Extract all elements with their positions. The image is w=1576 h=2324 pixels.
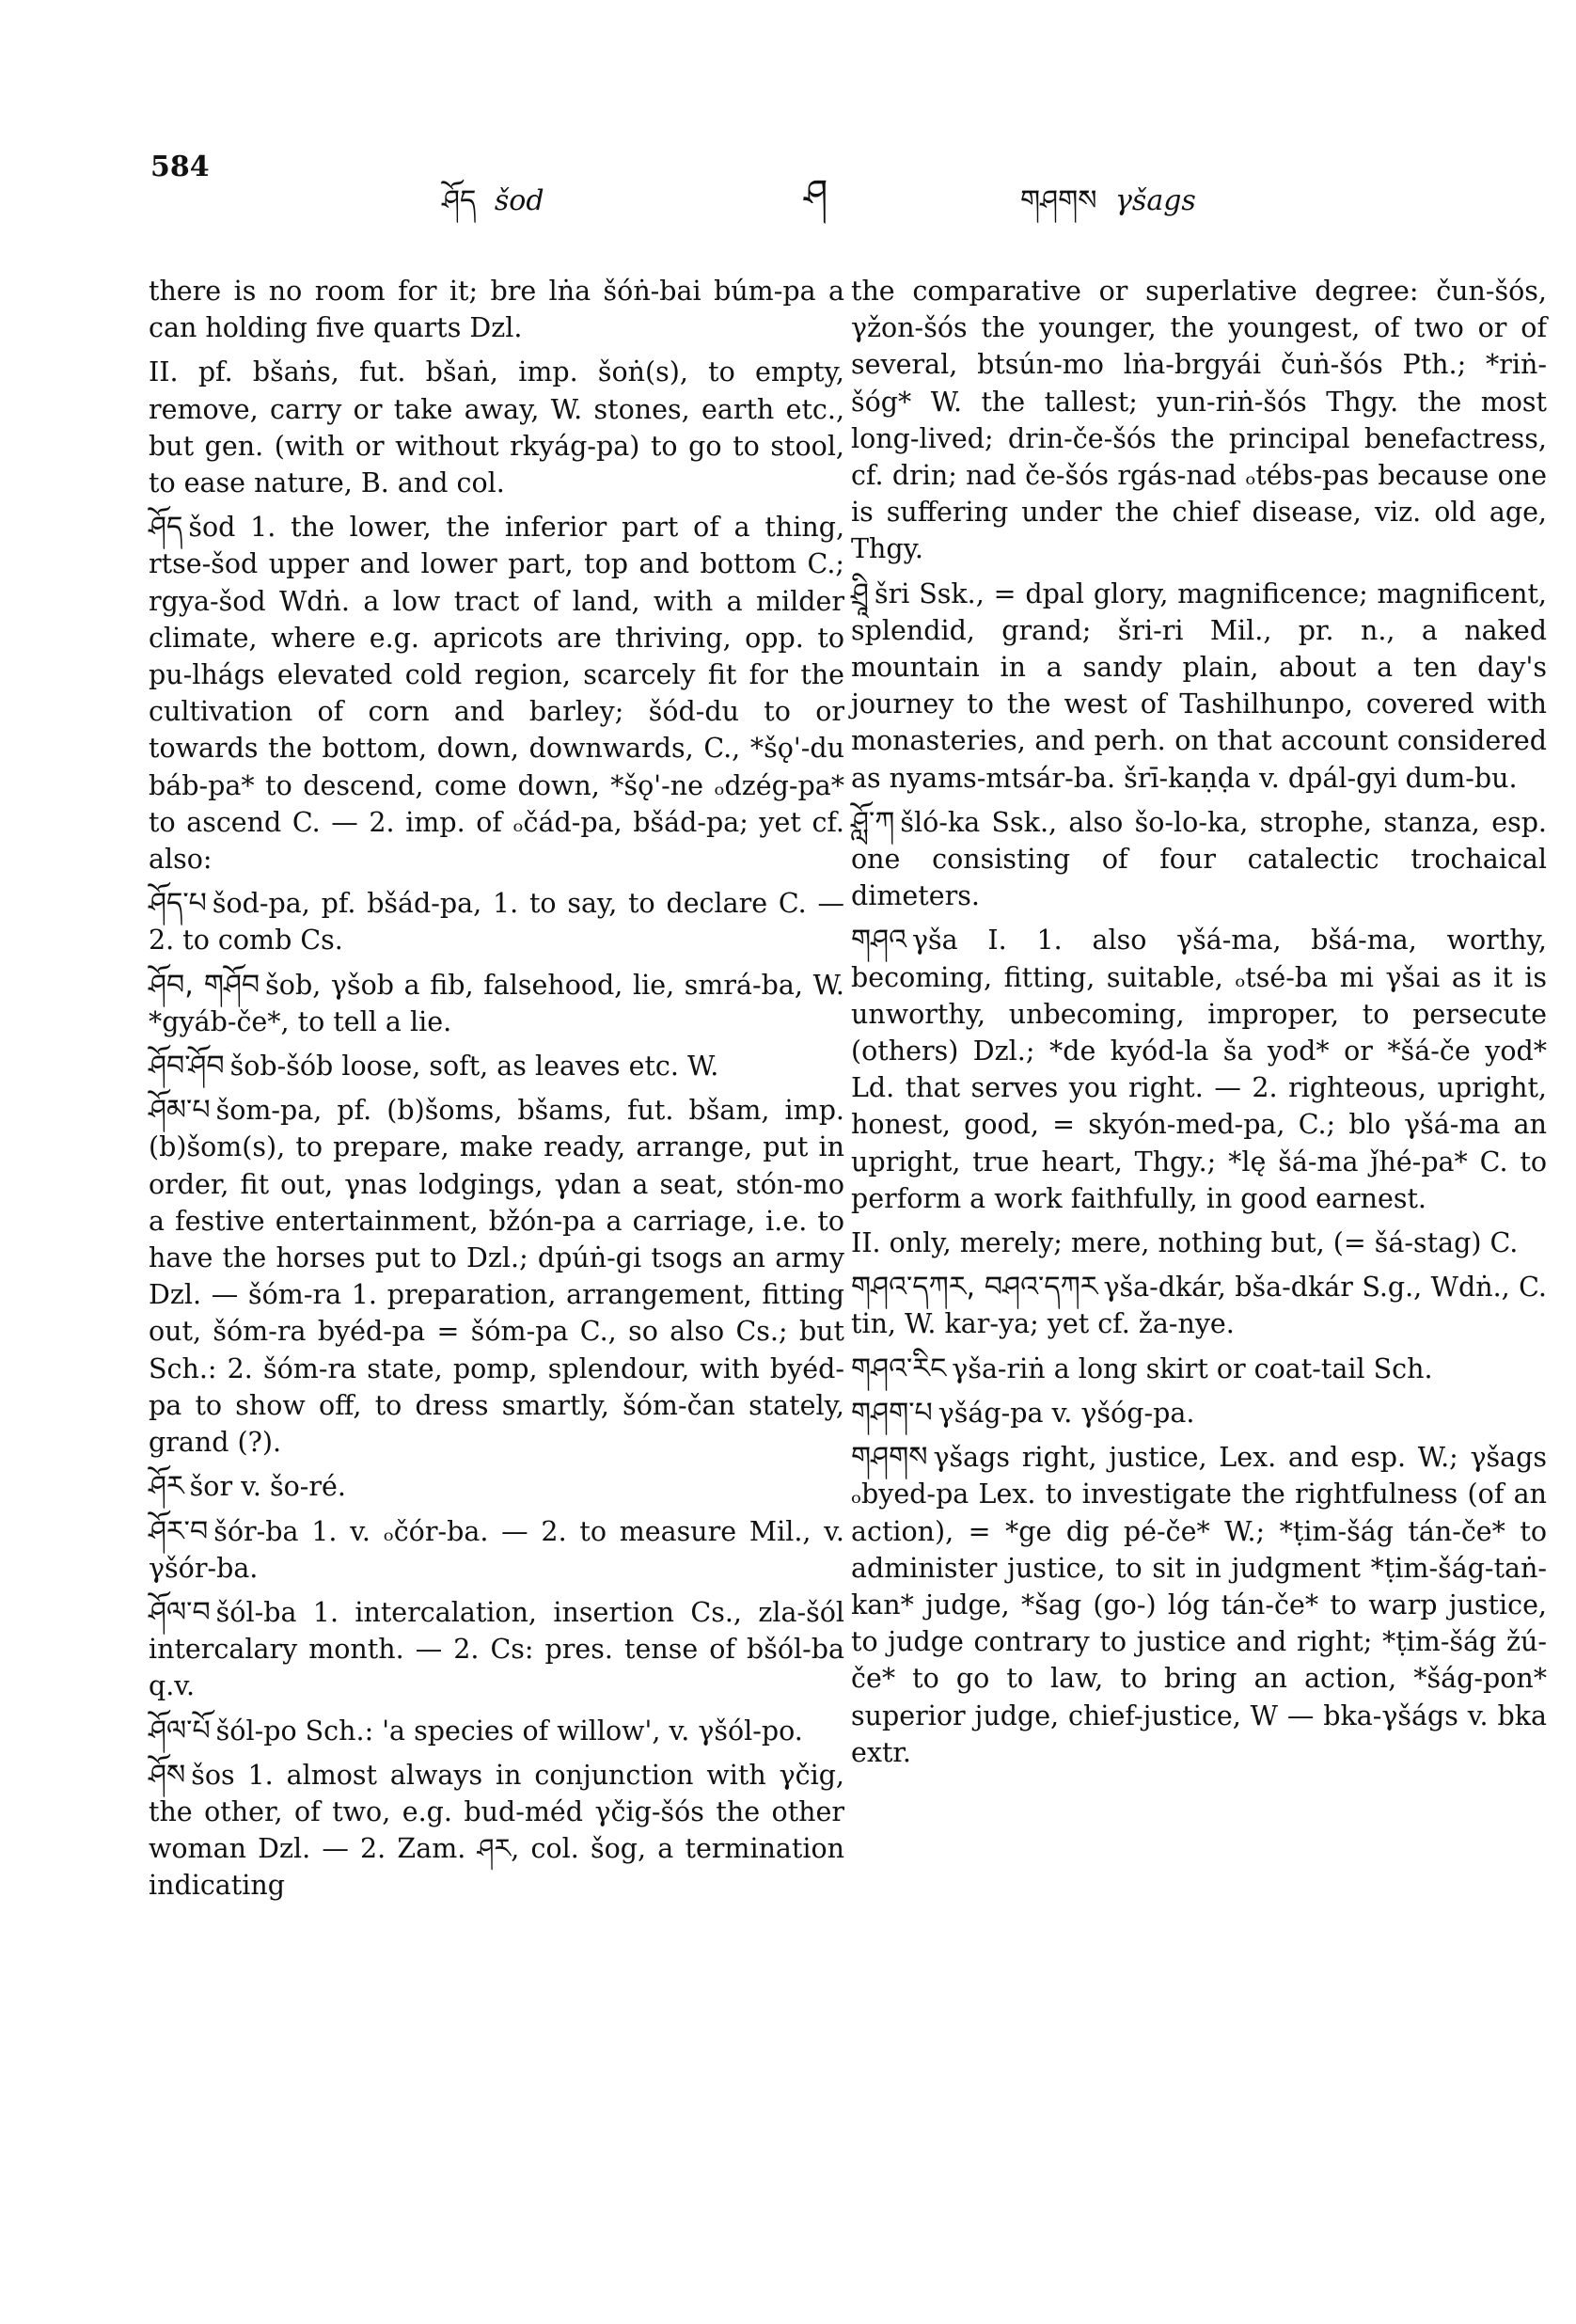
dictionary-entry <box>149 1594 844 1705</box>
entry-text: II. only, merely; mere, nothing but, (= šá-stag) C. <box>851 1227 1519 1259</box>
entry-text: šól-po Sch.: 'a species of willow', v. γšól-po. <box>215 1715 803 1747</box>
entry-text: šos 1. almost always in conjunction with γčig, the other, of two, e.g. bud-méd γčig-šós the other woman Dzl. — 2. Zam. ཤར, col. šog, a termination indicating <box>149 1759 844 1902</box>
entry-headword-tibetan: ཤོབ་ཤོབ <box>149 1050 225 1083</box>
header-right-guideword <box>1020 169 1196 248</box>
entry-text: γša-riṅ a long skirt or coat-tail Sch. <box>952 1352 1433 1384</box>
dictionary-entry <box>149 885 844 958</box>
entry-headword-tibetan: ཤོས <box>149 1758 186 1792</box>
entry-text: II. pf. bšaṅs, fut. bšaṅ, imp. šoṅ(s), to empty, remove, carry or take away, W. stones, earth etc., but gen. (with or without rkyág-pa) to go to stool, to ease nature, B. and col. <box>149 356 844 499</box>
entry-text: šob, γšob a fib, falsehood, lie, smrá-ba, W. *gyáb-če*, to tell a lie. <box>149 969 844 1037</box>
dictionary-entry <box>851 273 1547 568</box>
entry-headword-tibetan: ཤོར་བ <box>149 1514 209 1548</box>
entry-headword-tibetan: ཤོད <box>149 511 183 545</box>
entry-text: šór-ba 1. v. ₒčór-ba. — 2. to measure Mil., v. γšór-ba. <box>149 1515 844 1584</box>
entry-headword-tibetan: ཤོམ་པ <box>149 1094 211 1128</box>
entry-headword-tibetan: གཤགས <box>851 1441 928 1475</box>
page-number: 584 <box>150 150 210 183</box>
dictionary-entry <box>149 1468 844 1505</box>
header-left-tibetan: ཤོད <box>442 184 477 217</box>
entry-text: šob-šób loose, soft, as leaves etc. W. <box>229 1051 719 1083</box>
entry-text: šod-pa, pf. bšád-pa, 1. to say, to declare C. — 2. to comb Cs. <box>149 888 844 956</box>
dictionary-entry <box>851 1395 1547 1431</box>
dictionary-entry <box>149 1757 844 1905</box>
header-left-roman: šod <box>494 184 544 217</box>
entry-headword-tibetan: ཤོར <box>149 1470 184 1504</box>
dictionary-entry <box>149 273 844 346</box>
dictionary-entry <box>149 1513 844 1587</box>
entry-headword-tibetan: གཤའ་རིང <box>851 1352 947 1385</box>
entry-text: šod 1. the lower, the inferior part of a thing, rtse-šod upper and lower part, top and bottom C.; rgya-šod Wdṅ. a low tract of land, with a milder climate, where e.g. apricots are thriving, opp. to pu-lhágs elevated cold region, scarcely fit for the cultivation of corn and barley; šód-du to or towards the bottom, down, downwards, C., *šǫ'-du báb-pa* to descend, come down, *šǫ'-ne ₒdzég-pa* to ascend C. — 2. imp. of ₒčád-pa, bšád-pa; yet cf. also: <box>149 512 844 876</box>
dictionary-entry <box>851 1351 1547 1387</box>
entry-headword-tibetan: གཤའ <box>851 924 906 957</box>
page-header <box>0 141 1576 216</box>
entry-text: γša I. 1. also γšá-ma, bšá-ma, worthy, becoming, fitting, suitable, ₒtsé-ba mi γšai as it is unworthy, unbecoming, improper, to persecute (others) Dzl.; *de kyód-la ša yod* or *šá-če yod* Ld. that serves you right. — 2. righteous, upright, honest, good, = skyón-med-pa, C.; blo γšá-ma an upright, true heart, Thgy.; *lę šá-ma ǰhé-pa* C. to perform a work faithfully, in good earnest. <box>851 925 1547 1214</box>
entry-headword-tibetan: ཤོབ, གཤོབ <box>149 968 260 1002</box>
dictionary-entry <box>149 1713 844 1749</box>
entry-headword-tibetan: གཤག་པ <box>851 1396 933 1430</box>
dictionary-entry <box>851 922 1547 1217</box>
dictionary-entry <box>149 509 844 877</box>
entry-headword-tibetan: གཤའ་དཀར, བཤའ་དཀར <box>851 1271 1098 1304</box>
left-column <box>149 273 844 1912</box>
entry-text: šló-ka Ssk., also šo-lo-ka, strophe, stanza, esp. one consisting of four catalectic trochaical dimeters. <box>851 806 1547 912</box>
header-right-tibetan: གཤགས <box>1020 184 1097 217</box>
dictionary-entry <box>851 1225 1547 1261</box>
dictionary-entry <box>851 804 1547 915</box>
entry-text: γša-dkár, bša-dkár S.g., Wdṅ., C. tin, W. kar-ya; yet cf. ža-nye. <box>851 1272 1547 1340</box>
right-column <box>851 273 1547 1779</box>
dictionary-entry <box>851 1439 1547 1771</box>
header-right-roman: γšags <box>1115 184 1196 217</box>
dictionary-entry <box>851 1269 1547 1342</box>
entry-headword-tibetan: ཤོད་པ <box>149 887 207 921</box>
entry-headword-tibetan: ཤོལ་པོ <box>149 1714 211 1747</box>
entry-headword-tibetan: ཤློ་ཀ <box>851 805 895 839</box>
dictionary-entry <box>851 576 1547 797</box>
entry-text: šor v. šo-ré. <box>189 1471 346 1503</box>
entry-headword-tibetan: ཤྲཱི <box>851 577 869 610</box>
dictionary-entry <box>149 1092 844 1461</box>
entry-text: šri Ssk., = dpal glory, magnificence; magnificent, splendid, grand; šri-ri Mil., pr. n., a naked mountain in a sandy plain, about a ten day's journey to the west of Tashilhunpo, covered with monasteries, and perh. on that account considered as nyams-mtsár-ba. šrī-kaṇḍa v. dpál-gyi dum-bu. <box>851 577 1547 794</box>
entry-text: šom-pa, pf. (b)šoms, bšams, fut. bšam, imp. (b)šom(s), to prepare, make ready, arrange, put in order, fit out, γnas lodgings, γdan a seat, stón-mo a festive entertainment, bžón-pa a carriage, i.e. to have the horses put to Dzl.; dpúṅ-gi tsogs an army Dzl. — šóm-ra 1. preparation, arrangement, fitting out, šóm-ra byéd-pa = šóm-pa C., so also Cs.; but Sch.: 2. šóm-ra state, pomp, splendour, with byéd-pa to show off, to dress smartly, šóm-čan stately, grand (?). <box>149 1095 844 1459</box>
entry-text: γšág-pa v. γšóg-pa. <box>938 1397 1195 1429</box>
entry-text: šól-ba 1. intercalation, insertion Cs., zla-šól intercalary month. — 2. Cs: pres. tense of bšól-ba q.v. <box>149 1596 844 1702</box>
entry-text: there is no room for it; bre lṅa šóṅ-bai búm-pa a can holding five quarts Dzl. <box>149 276 844 344</box>
header-section-letter: ཤ <box>804 172 828 215</box>
entry-text: the comparative or superlative degree: čun-šós, γžon-šós the younger, the youngest, of two or of several, btsún-mo lṅa-brgyái čuṅ-šós Pth.; *riṅ-šóg* W. the tallest; yun-riṅ-šós Thgy. the most long-lived; drin-če-šós the principal benefactress, cf. drin; nad če-šós rgás-nad ₒtébs-pas because one is suffering under the chief disease, viz. old age, Thgy. <box>851 276 1547 565</box>
dictionary-entry <box>149 354 844 501</box>
entry-text: γšags right, justice, Lex. and esp. W.; γšags ₒbyed-pa Lex. to investigate the rightfulness (of an action), = *ge dig pé-če* W.; *ṭim-šág tán-če* to administer justice, to sit in judgment *ṭim-šág-taṅ-kan* judge, *šag (go-) lóg tán-če* to warp justice, to judge contrary to justice and right; *ṭim-šág žú-če* to go to law, to bring an action, *šág-pon* superior judge, chief-justice, W — bka-γšágs v. bka extr. <box>851 1442 1547 1768</box>
entry-headword-tibetan: ཤོལ་བ <box>149 1595 211 1629</box>
dictionary-entry <box>149 967 844 1040</box>
dictionary-entry <box>149 1048 844 1084</box>
header-left-guideword <box>442 169 544 248</box>
